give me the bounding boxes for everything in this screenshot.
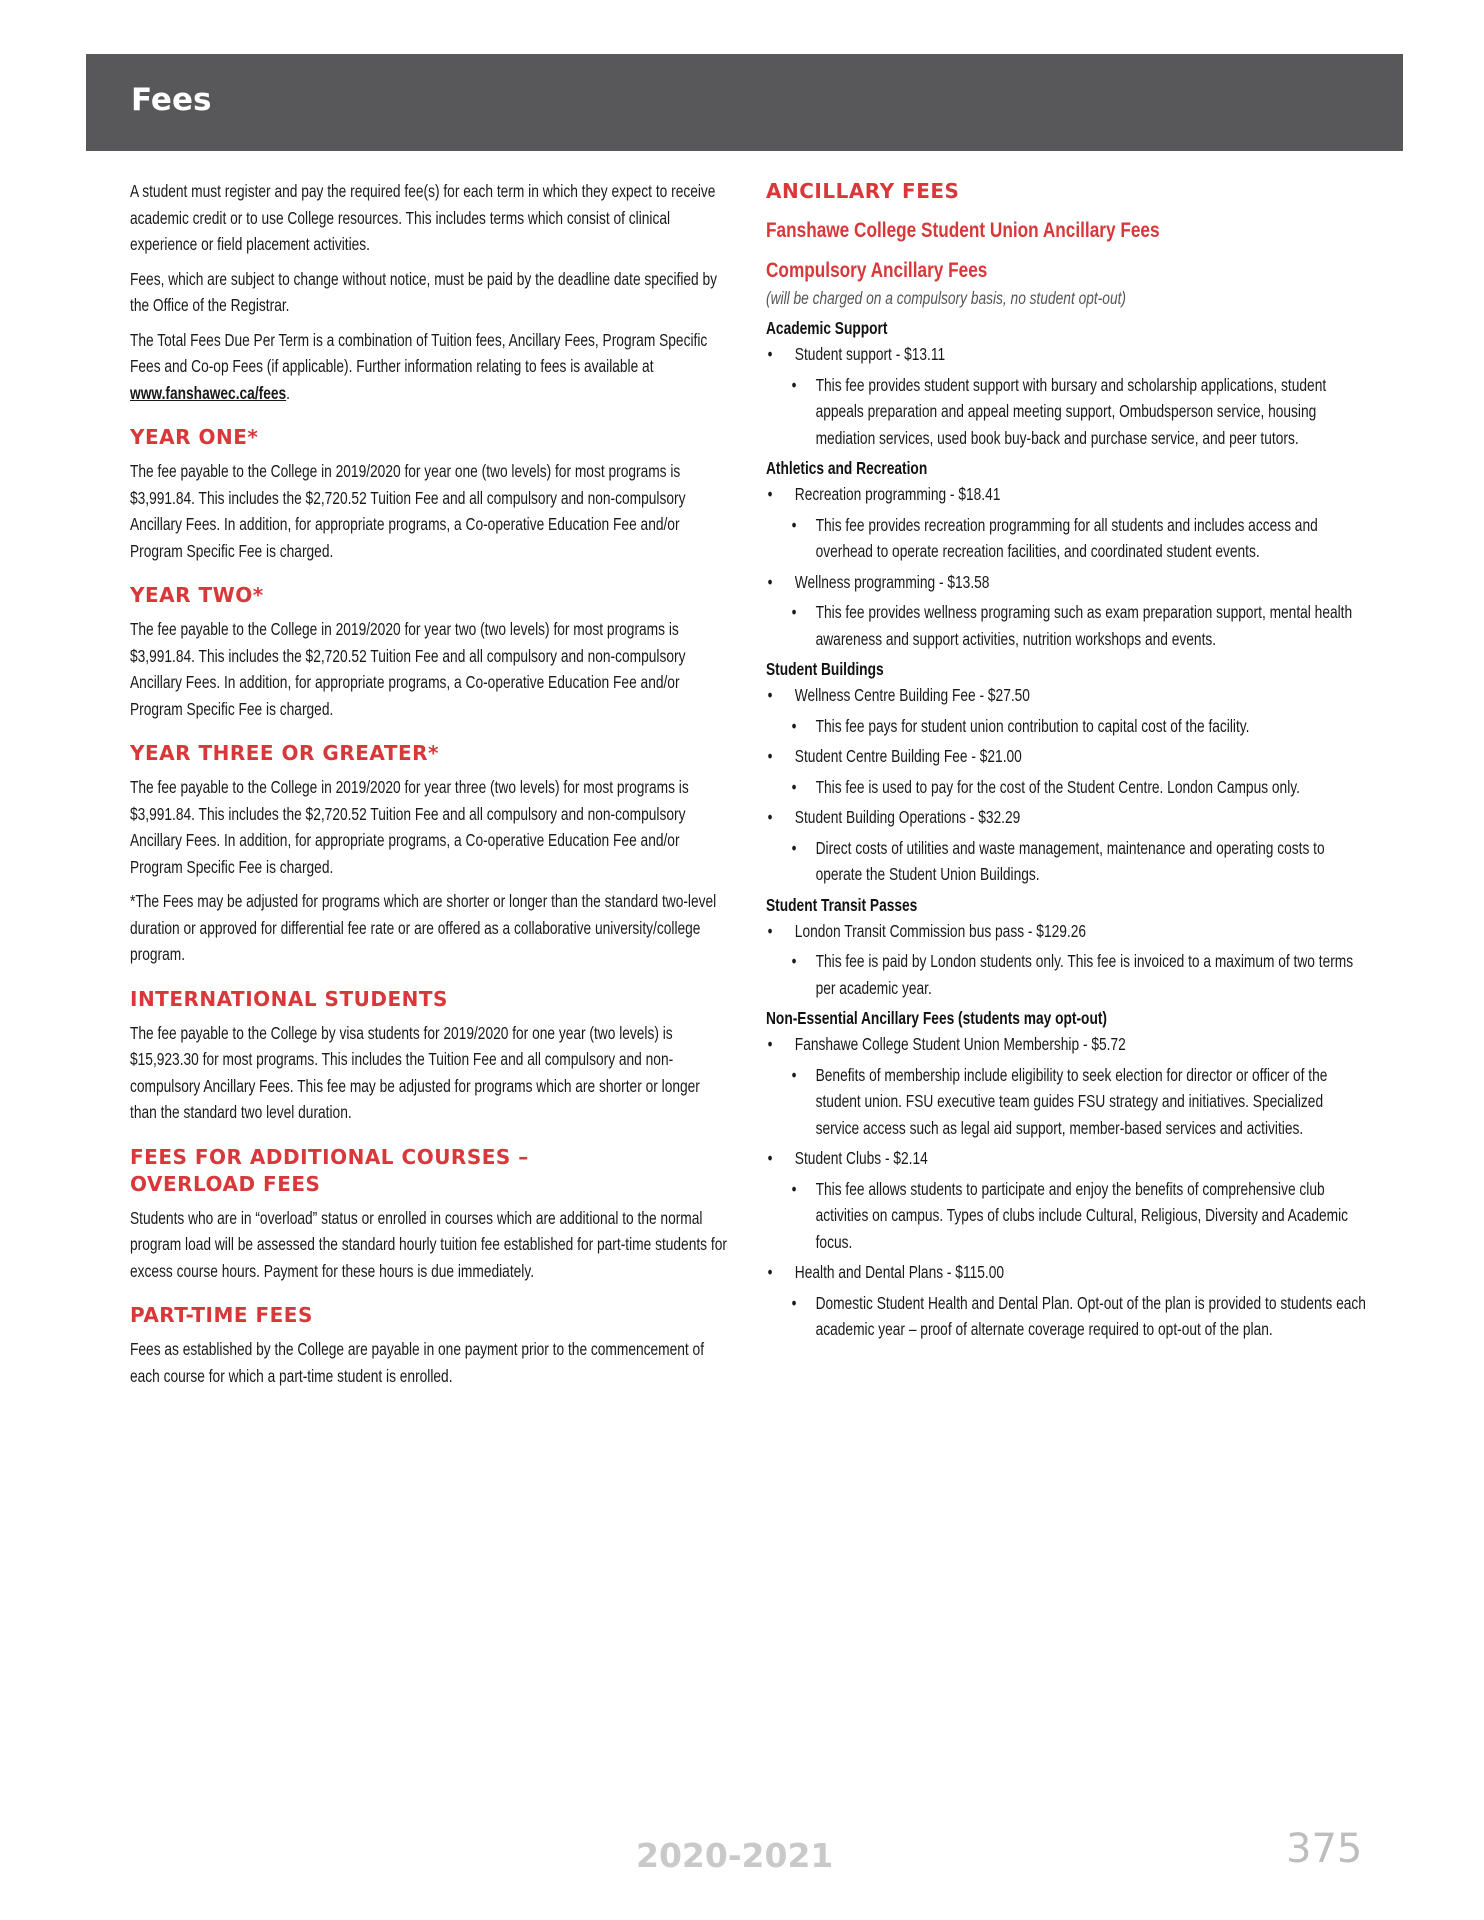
fee-group-title: Non-Essential Ancillary Fees (students may opt-out) bbox=[766, 1008, 1108, 1028]
fee-item bbox=[766, 341, 1366, 368]
year-two-heading: YEAR TWO* bbox=[130, 583, 264, 607]
fee-item-description bbox=[766, 372, 1366, 452]
intro-paragraph: Fees, which are subject to change without notice, must be paid by the deadline date specified by the Office of the Registrar. bbox=[130, 268, 718, 315]
fee-item-description bbox=[766, 1176, 1366, 1256]
bullet-icon: • bbox=[791, 1178, 797, 1199]
fee-item bbox=[766, 743, 1366, 770]
fee-item-desc-text: This fee allows students to participate and enjoy the benefits of comprehensive club activities on campus. Types of clubs include Cultural, Religious, Diversity and Academic focus. bbox=[815, 1178, 1349, 1252]
intro-paragraph: A student must register and pay the required fee(s) for each term in which they expect to receive academic credit or to use College resources. This includes terms which consist of clinical experience or field placement activities. bbox=[130, 181, 716, 254]
fee-item-description bbox=[766, 1062, 1366, 1142]
fee-item-desc-text: Benefits of membership include eligibility to seek election for director or officer of the student union. FSU executive team guides FSU strategy and initiatives. Specialized service access such as legal aid support, member-based services and activities. bbox=[815, 1064, 1328, 1138]
fee-item-description bbox=[766, 948, 1366, 1001]
international-heading: INTERNATIONAL STUDENTS bbox=[130, 986, 448, 1011]
fee-item-desc-text: This fee is used to pay for the cost of the Student Centre. London Campus only. bbox=[815, 776, 1300, 797]
fee-group-title: Academic Support bbox=[766, 318, 888, 338]
footer-year: 2020-2021 bbox=[636, 1836, 834, 1875]
fee-item-desc-text: This fee is paid by London students only. This fee is invoiced to a maximum of two terms per academic year. bbox=[815, 951, 1354, 998]
fee-item bbox=[766, 918, 1366, 945]
fee-groups bbox=[766, 315, 1366, 1343]
bullet-icon: • bbox=[767, 571, 773, 592]
fee-item-label: Fanshawe College Student Union Membership - $5.72 bbox=[794, 1034, 1126, 1054]
bullet-icon: • bbox=[767, 685, 773, 705]
bullet-icon: • bbox=[791, 602, 797, 622]
intro-text: The Total Fees Due Per Term is a combination of Tuition fees, Ancillary Fees, Program Specific Fees and Co-op Fees (if applicable). Further information relating to fees is available at bbox=[130, 329, 708, 376]
year-one-text: The fee payable to the College in 2019/2020 for year one (two levels) for most programs is $3,991.84. This includes the $2,720.52 Tuition Fee and all compulsory and non-compulsory Ancillary Fees. In addition, for appropriate programs, a Co-operative Education Fee and/or Program Specific Fee is charged. bbox=[130, 461, 686, 561]
fee-item-desc-text: This fee provides student support with bursary and scholarship applications, student appeals preparation and appeal meeting support, Ombudsperson service, housing mediation services, used book buy-back and purchase service, and peer tutors. bbox=[815, 374, 1327, 448]
fees-link[interactable]: www.fanshawec.ca/fees bbox=[130, 382, 287, 403]
fee-item bbox=[766, 481, 1366, 508]
bullet-icon: • bbox=[767, 344, 773, 364]
bullet-icon: • bbox=[767, 1262, 773, 1282]
header-bar bbox=[86, 54, 1403, 151]
bullet-icon: • bbox=[767, 1148, 773, 1168]
year-two-text: The fee payable to the College in 2019/2020 for year two (two levels) for most programs is $3,991.84. This includes the $2,720.52 Tuition Fee and all compulsory and non-compulsory Ancillary Fees. In addition, for appropriate programs, a Co-operative Education Fee and/or Program Specific Fee is charged. bbox=[130, 619, 686, 719]
year-three-heading: YEAR THREE OR GREATER* bbox=[130, 741, 439, 765]
intro-paragraph bbox=[130, 327, 730, 407]
fee-item-desc-text: Domestic Student Health and Dental Plan. Opt-out of the plan is provided to students each academic year – proof of alternate coverage required to opt-out of the plan. bbox=[815, 1292, 1366, 1339]
fee-item-description bbox=[766, 713, 1366, 740]
bullet-icon: • bbox=[791, 837, 797, 858]
part-time-text: Fees as established by the College are payable in one payment prior to the commencement of each course for which a part-time student is enrolled. bbox=[130, 1339, 705, 1386]
fee-item-description bbox=[766, 512, 1366, 565]
international-text: The fee payable to the College by visa students for 2019/2020 for one year (two levels) is $15,923.30 for most programs. This includes the Tuition Fee and all compulsory and non-compulsory Ancillary Fees. This fee may be adjusted for programs which are shorter or longer than the standard two level duration. bbox=[130, 1022, 700, 1122]
compulsory-subheading: Compulsory Ancillary Fees bbox=[766, 259, 988, 282]
bullet-icon: • bbox=[791, 514, 797, 535]
overload-heading-line1: FEES FOR ADDITIONAL COURSES – bbox=[130, 1144, 529, 1169]
bullet-icon: • bbox=[767, 484, 773, 504]
fee-item bbox=[766, 804, 1366, 831]
fee-item bbox=[766, 1259, 1366, 1286]
fee-item bbox=[766, 569, 1366, 596]
bullet-icon: • bbox=[767, 746, 773, 766]
fee-item-label: Student Clubs - $2.14 bbox=[794, 1148, 928, 1168]
bullet-icon: • bbox=[791, 1292, 797, 1313]
bullet-icon: • bbox=[791, 1064, 797, 1085]
bullet-icon: • bbox=[791, 951, 797, 971]
fee-group-title: Athletics and Recreation bbox=[766, 458, 928, 478]
fee-item-label: Student Building Operations - $32.29 bbox=[794, 807, 1021, 827]
overload-heading bbox=[130, 1144, 730, 1198]
fee-item-label: Wellness Centre Building Fee - $27.50 bbox=[794, 685, 1030, 705]
fee-item-desc-text: This fee provides wellness programing such as exam preparation support, mental health awareness and support activities, nutrition workshops and events. bbox=[815, 602, 1353, 649]
fee-item-desc-text: This fee pays for student union contribution to capital cost of the facility. bbox=[815, 715, 1250, 736]
fee-group-title: Student Buildings bbox=[766, 659, 884, 679]
fee-item-label: Wellness programming - $13.58 bbox=[794, 571, 990, 592]
fee-item bbox=[766, 1031, 1366, 1058]
overload-heading-line2: OVERLOAD FEES bbox=[130, 1171, 321, 1196]
fee-item-description bbox=[766, 599, 1366, 652]
fee-item-label: Health and Dental Plans - $115.00 bbox=[794, 1262, 1004, 1282]
bullet-icon: • bbox=[767, 807, 773, 827]
bullet-icon: • bbox=[791, 715, 797, 736]
fee-item-label: Student Centre Building Fee - $21.00 bbox=[794, 746, 1022, 766]
fees-footnote: *The Fees may be adjusted for programs which are shorter or longer than the standard two-level duration or approved for differential fee rate or are offered as a collaborative university/college program. bbox=[130, 891, 717, 964]
part-time-heading: PART-TIME FEES bbox=[130, 1303, 313, 1327]
bullet-icon: • bbox=[767, 920, 773, 941]
compulsory-note: (will be charged on a compulsory basis, no student opt-out) bbox=[766, 288, 1126, 308]
fee-item-label: Student support - $13.11 bbox=[794, 344, 946, 364]
page-title: Fees bbox=[131, 82, 212, 118]
fee-item-description bbox=[766, 774, 1366, 801]
fee-item-desc-text: This fee provides recreation programming for all students and includes access and overhead to operate recreation facilities, and coordinated student events. bbox=[815, 514, 1318, 561]
fee-group-title: Student Transit Passes bbox=[766, 894, 918, 915]
left-column bbox=[130, 178, 730, 1397]
fee-item bbox=[766, 682, 1366, 709]
fee-item-description bbox=[766, 1290, 1366, 1343]
page-number: 375 bbox=[1286, 1826, 1363, 1872]
bullet-icon: • bbox=[767, 1034, 773, 1054]
fee-item-label: Recreation programming - $18.41 bbox=[794, 484, 1001, 504]
year-one-heading: YEAR ONE* bbox=[130, 425, 259, 449]
right-column bbox=[766, 178, 1366, 1347]
fee-item bbox=[766, 1145, 1366, 1172]
overload-text: Students who are in “overload” status or enrolled in courses which are additional to the normal program load will be assessed the standard hourly tuition fee established for part-time students for excess course hours. Payment for these hours is due immediately. bbox=[130, 1207, 727, 1281]
student-union-subheading: Fanshawe College Student Union Ancillary Fees bbox=[766, 219, 1160, 242]
ancillary-heading: ANCILLARY FEES bbox=[766, 179, 960, 203]
fee-item-desc-text: Direct costs of utilities and waste management, maintenance and operating costs to operate the Student Union Buildings. bbox=[815, 837, 1325, 884]
bullet-icon: • bbox=[791, 776, 797, 797]
fee-item-description bbox=[766, 835, 1366, 888]
fee-item-label: London Transit Commission bus pass - $129.26 bbox=[794, 920, 1086, 941]
intro-end: . bbox=[286, 382, 290, 403]
year-three-text: The fee payable to the College in 2019/2020 for year three (two levels) for most programs is $3,991.84. This includes the $2,720.52 Tuition Fee and all compulsory and non-compulsory Ancillary Fees. In addition, for appropriate programs, a Co-operative Education Fee and/or Program Specific Fee is charged. bbox=[130, 777, 689, 877]
bullet-icon: • bbox=[791, 374, 797, 395]
